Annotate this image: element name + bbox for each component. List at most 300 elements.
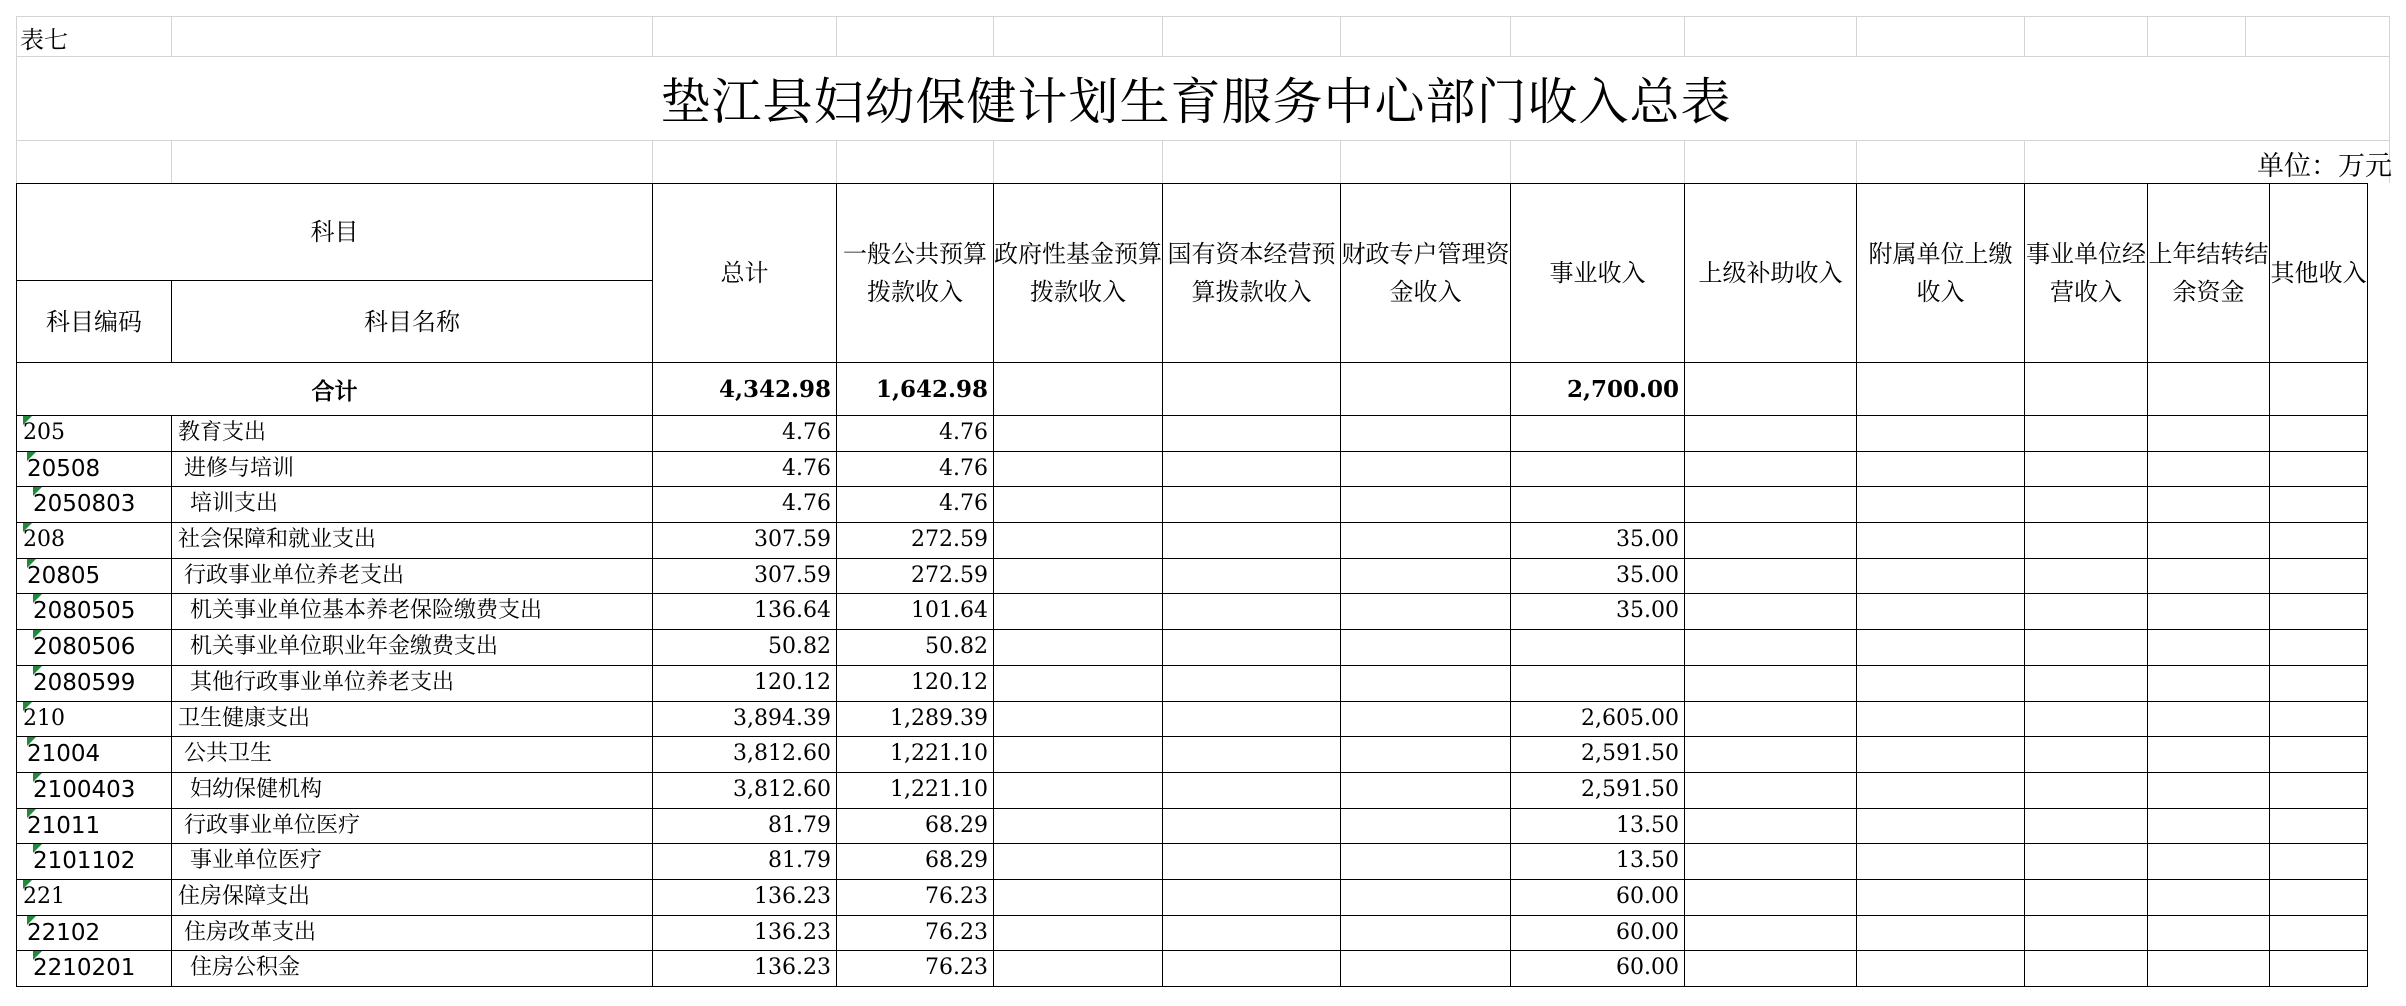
- row-name: [172, 772, 653, 808]
- header-carry-over: 上年结转结余资金: [2148, 184, 2270, 363]
- row-affiliated: [1857, 879, 2025, 915]
- row-upper-subsidy: [1685, 558, 1857, 594]
- row-state-capital: [1163, 558, 1341, 594]
- cell-marker-icon: [27, 809, 36, 818]
- row-general-budget-text: 68.29: [925, 812, 988, 838]
- row-fiscal-special: [1341, 844, 1511, 880]
- row-general-budget-text: 68.29: [925, 848, 988, 874]
- cell-marker-icon: [27, 737, 36, 746]
- header-total: 总计: [653, 184, 837, 363]
- row-gov-fund: [994, 630, 1163, 666]
- row-upper-subsidy: [1685, 951, 1857, 987]
- row-upper-subsidy: [1685, 915, 1857, 951]
- row-carry-over: [2148, 772, 2270, 808]
- row-general-budget: [837, 523, 994, 559]
- row-state-capital: [1163, 665, 1341, 701]
- row-operating: [2025, 451, 2148, 487]
- row-other: [2270, 416, 2368, 452]
- row-general-budget: [837, 487, 994, 523]
- row-code: [17, 737, 172, 773]
- row-operating: [2025, 487, 2148, 523]
- row-business-income: [1511, 630, 1685, 666]
- row-general-budget-text: 4.76: [939, 491, 988, 517]
- row-general-budget-text: 50.82: [925, 634, 988, 660]
- total-state-capital: [1163, 363, 1341, 416]
- total-business-income: 2,700.00: [1511, 363, 1685, 416]
- header-gov-fund: 政府性基金预算拨款收入: [994, 184, 1163, 363]
- table-row: [17, 915, 2406, 951]
- row-business-income: [1511, 808, 1685, 844]
- row-business-income: [1511, 594, 1685, 630]
- row-name-text: 事业单位医疗: [190, 848, 323, 874]
- row-state-capital: [1163, 701, 1341, 737]
- row-general-budget-text: 4.76: [939, 455, 988, 481]
- row-fiscal-special: [1341, 951, 1511, 987]
- header-affiliated: 附属单位上缴收入: [1857, 184, 2025, 363]
- row-gov-fund: [994, 879, 1163, 915]
- total-upper-subsidy: [1685, 363, 1857, 416]
- row-code-text: 20805: [27, 562, 101, 589]
- row-total: [653, 630, 837, 666]
- row-gov-fund: [994, 951, 1163, 987]
- table-row: [17, 772, 2406, 808]
- row-operating: [2025, 737, 2148, 773]
- row-name: [172, 951, 653, 987]
- header-operating: 事业单位经营收入: [2025, 184, 2148, 363]
- row-general-budget-text: 120.12: [911, 669, 988, 695]
- row-total: [653, 665, 837, 701]
- row-general-budget-text: 1,221.10: [890, 741, 988, 767]
- row-business-income: [1511, 523, 1685, 559]
- header-upper-subsidy: 上级补助收入: [1685, 184, 1857, 363]
- row-state-capital: [1163, 915, 1341, 951]
- row-upper-subsidy: [1685, 487, 1857, 523]
- row-business-income-text: 60.00: [1616, 919, 1679, 945]
- unit-label: 单位：万元: [2257, 151, 2392, 182]
- row-fiscal-special: [1341, 558, 1511, 594]
- row-state-capital: [1163, 879, 1341, 915]
- row-code-text: 21011: [27, 812, 101, 839]
- table-row: [17, 451, 2406, 487]
- row-other: [2270, 665, 2368, 701]
- row-total: [653, 772, 837, 808]
- table-row: [17, 879, 2406, 915]
- row-business-income: [1511, 951, 1685, 987]
- row-code-text: 2101102: [33, 848, 136, 875]
- row-code-text: 210: [23, 705, 65, 731]
- row-affiliated: [1857, 451, 2025, 487]
- row-gov-fund: [994, 523, 1163, 559]
- row-name-text: 行政事业单位养老支出: [184, 562, 405, 588]
- row-other: [2270, 487, 2368, 523]
- row-name-text: 机关事业单位职业年金缴费支出: [190, 634, 499, 660]
- row-operating: [2025, 772, 2148, 808]
- row-gov-fund: [994, 416, 1163, 452]
- row-total-text: 3,812.60: [733, 776, 831, 802]
- row-name: [172, 844, 653, 880]
- table-row: [17, 665, 2406, 701]
- row-state-capital: [1163, 416, 1341, 452]
- row-code: [17, 951, 172, 987]
- row-carry-over: [2148, 737, 2270, 773]
- row-name: [172, 416, 653, 452]
- row-total: [653, 737, 837, 773]
- row-fiscal-special: [1341, 594, 1511, 630]
- cell-marker-icon: [27, 452, 36, 461]
- row-business-income: [1511, 844, 1685, 880]
- row-total: [653, 808, 837, 844]
- row-code-text: 21004: [27, 741, 101, 768]
- row-general-budget: [837, 844, 994, 880]
- row-total: [653, 558, 837, 594]
- row-total-text: 81.79: [768, 812, 831, 838]
- row-upper-subsidy: [1685, 416, 1857, 452]
- cell-marker-icon: [33, 630, 42, 639]
- row-other: [2270, 915, 2368, 951]
- row-name-text: 进修与培训: [184, 455, 295, 481]
- row-fiscal-special: [1341, 416, 1511, 452]
- cell-marker-icon: [23, 880, 32, 889]
- row-total: [653, 416, 837, 452]
- page-title: 垫江县妇幼保健计划生育服务中心部门收入总表: [660, 73, 1732, 131]
- row-total-text: 120.12: [754, 669, 831, 695]
- row-upper-subsidy: [1685, 844, 1857, 880]
- row-business-income: [1511, 558, 1685, 594]
- row-general-budget-text: 76.23: [925, 955, 988, 981]
- row-name: [172, 487, 653, 523]
- row-name-text: 卫生健康支出: [178, 705, 311, 731]
- row-operating: [2025, 523, 2148, 559]
- row-name: [172, 558, 653, 594]
- row-business-income: [1511, 487, 1685, 523]
- row-total: [653, 451, 837, 487]
- table-row: [17, 951, 2406, 987]
- row-operating: [2025, 701, 2148, 737]
- cell-marker-icon: [23, 702, 32, 711]
- cell-marker-icon: [33, 773, 42, 782]
- row-fiscal-special: [1341, 630, 1511, 666]
- row-other: [2270, 808, 2368, 844]
- row-general-budget: [837, 772, 994, 808]
- row-general-budget-text: 272.59: [911, 527, 988, 553]
- row-name: [172, 737, 653, 773]
- cell-marker-icon: [33, 666, 42, 675]
- total-operating: [2025, 363, 2148, 416]
- row-affiliated: [1857, 951, 2025, 987]
- row-code-text: 205: [23, 420, 65, 445]
- row-code: [17, 844, 172, 880]
- row-upper-subsidy: [1685, 879, 1857, 915]
- cell-marker-icon: [33, 844, 42, 853]
- table-row: [17, 844, 2406, 880]
- row-code-text: 221: [23, 883, 65, 909]
- header-name: 科目名称: [172, 281, 653, 363]
- row-other: [2270, 844, 2368, 880]
- row-other: [2270, 701, 2368, 737]
- header-other: 其他收入: [2270, 184, 2368, 363]
- total-carry-over: [2148, 363, 2270, 416]
- row-general-budget: [837, 915, 994, 951]
- row-code: [17, 594, 172, 630]
- row-code: [17, 558, 172, 594]
- row-state-capital: [1163, 844, 1341, 880]
- row-business-income: [1511, 737, 1685, 773]
- row-general-budget: [837, 701, 994, 737]
- row-name: [172, 808, 653, 844]
- row-gov-fund: [994, 701, 1163, 737]
- row-gov-fund: [994, 737, 1163, 773]
- row-fiscal-special: [1341, 523, 1511, 559]
- row-total: [653, 523, 837, 559]
- row-business-income: [1511, 451, 1685, 487]
- row-operating: [2025, 558, 2148, 594]
- row-general-budget-text: 272.59: [911, 562, 988, 588]
- row-other: [2270, 558, 2368, 594]
- row-business-income: [1511, 879, 1685, 915]
- row-gov-fund: [994, 487, 1163, 523]
- row-business-income-text: 60.00: [1616, 955, 1679, 981]
- total-total: 4,342.98: [653, 363, 837, 416]
- row-code-text: 2080599: [33, 669, 136, 696]
- row-other: [2270, 737, 2368, 773]
- row-business-income-text: 35.00: [1616, 598, 1679, 624]
- row-carry-over: [2148, 630, 2270, 666]
- row-name-text: 其他行政事业单位养老支出: [190, 669, 455, 695]
- row-name: [172, 594, 653, 630]
- row-affiliated: [1857, 523, 2025, 559]
- row-business-income-text: 13.50: [1616, 848, 1679, 874]
- row-business-income-text: 2,591.50: [1581, 776, 1679, 802]
- row-total-text: 3,894.39: [733, 705, 831, 731]
- cell-marker-icon: [33, 951, 42, 960]
- table-row: [17, 594, 2406, 630]
- row-upper-subsidy: [1685, 630, 1857, 666]
- row-code-text: 2100403: [33, 776, 136, 803]
- row-general-budget: [837, 808, 994, 844]
- row-code: [17, 487, 172, 523]
- row-total-text: 136.64: [754, 598, 831, 624]
- row-other: [2270, 951, 2368, 987]
- row-state-capital: [1163, 808, 1341, 844]
- row-business-income: [1511, 915, 1685, 951]
- row-operating: [2025, 951, 2148, 987]
- row-gov-fund: [994, 665, 1163, 701]
- row-other: [2270, 879, 2368, 915]
- row-total-text: 4.76: [782, 455, 831, 481]
- row-upper-subsidy: [1685, 594, 1857, 630]
- table-row: [17, 701, 2406, 737]
- row-code: [17, 808, 172, 844]
- row-carry-over: [2148, 879, 2270, 915]
- row-carry-over: [2148, 487, 2270, 523]
- sheet-label: 表七: [20, 26, 68, 54]
- row-name: [172, 451, 653, 487]
- row-general-budget-text: 76.23: [925, 919, 988, 945]
- row-code: [17, 915, 172, 951]
- row-gov-fund: [994, 915, 1163, 951]
- row-business-income: [1511, 416, 1685, 452]
- row-name-text: 培训支出: [190, 491, 279, 517]
- row-operating: [2025, 915, 2148, 951]
- row-general-budget: [837, 879, 994, 915]
- header-business-income: 事业收入: [1511, 184, 1685, 363]
- row-total: [653, 951, 837, 987]
- cell-marker-icon: [33, 487, 42, 496]
- row-upper-subsidy: [1685, 451, 1857, 487]
- row-fiscal-special: [1341, 879, 1511, 915]
- row-total: [653, 879, 837, 915]
- row-state-capital: [1163, 737, 1341, 773]
- row-business-income-text: 35.00: [1616, 562, 1679, 588]
- row-general-budget-text: 1,289.39: [890, 705, 988, 731]
- row-affiliated: [1857, 844, 2025, 880]
- row-business-income: [1511, 772, 1685, 808]
- row-affiliated: [1857, 701, 2025, 737]
- row-name-text: 公共卫生: [184, 741, 273, 767]
- row-affiliated: [1857, 416, 2025, 452]
- row-general-budget: [837, 951, 994, 987]
- row-total-text: 136.23: [754, 955, 831, 981]
- row-business-income-text: 2,605.00: [1581, 705, 1679, 731]
- row-total-text: 136.23: [754, 883, 831, 909]
- row-affiliated: [1857, 808, 2025, 844]
- row-carry-over: [2148, 416, 2270, 452]
- row-other: [2270, 451, 2368, 487]
- row-fiscal-special: [1341, 915, 1511, 951]
- income-table: [16, 183, 2406, 987]
- row-total: [653, 915, 837, 951]
- row-fiscal-special: [1341, 808, 1511, 844]
- header-general-budget: 一般公共预算拨款收入: [837, 184, 994, 363]
- row-code-text: 208: [23, 527, 65, 553]
- row-total-text: 81.79: [768, 848, 831, 874]
- row-operating: [2025, 594, 2148, 630]
- row-code: [17, 451, 172, 487]
- row-business-income: [1511, 665, 1685, 701]
- row-carry-over: [2148, 844, 2270, 880]
- row-code: [17, 879, 172, 915]
- row-upper-subsidy: [1685, 808, 1857, 844]
- table-row: [17, 487, 2406, 523]
- row-upper-subsidy: [1685, 665, 1857, 701]
- table-row: [17, 416, 2406, 452]
- table-row: [17, 808, 2406, 844]
- header-state-capital: 国有资本经营预算拨款收入: [1163, 184, 1341, 363]
- row-general-budget: [837, 451, 994, 487]
- total-label: 合计: [17, 363, 653, 416]
- row-total-text: 4.76: [782, 491, 831, 517]
- row-fiscal-special: [1341, 772, 1511, 808]
- row-total-text: 307.59: [754, 562, 831, 588]
- row-gov-fund: [994, 844, 1163, 880]
- row-total-text: 136.23: [754, 919, 831, 945]
- row-total: [653, 594, 837, 630]
- row-carry-over: [2148, 951, 2270, 987]
- row-operating: [2025, 630, 2148, 666]
- total-gov-fund: [994, 363, 1163, 416]
- cell-marker-icon: [23, 523, 32, 532]
- table-row: [17, 558, 2406, 594]
- row-total: [653, 487, 837, 523]
- row-other: [2270, 630, 2368, 666]
- row-code-text: 2080505: [33, 598, 136, 625]
- row-total-text: 307.59: [754, 527, 831, 553]
- header-subject: 科目: [17, 184, 653, 281]
- table-body: [17, 416, 2406, 987]
- row-code-text: 2210201: [33, 955, 136, 982]
- row-total: [653, 701, 837, 737]
- row-fiscal-special: [1341, 451, 1511, 487]
- row-operating: [2025, 808, 2148, 844]
- row-name: [172, 879, 653, 915]
- row-carry-over: [2148, 665, 2270, 701]
- row-gov-fund: [994, 772, 1163, 808]
- row-affiliated: [1857, 594, 2025, 630]
- row-carry-over: [2148, 523, 2270, 559]
- row-fiscal-special: [1341, 665, 1511, 701]
- row-fiscal-special: [1341, 737, 1511, 773]
- total-row: [17, 363, 2406, 416]
- row-code-text: 2080506: [33, 634, 136, 661]
- row-total-text: 3,812.60: [733, 741, 831, 767]
- row-name: [172, 523, 653, 559]
- row-operating: [2025, 844, 2148, 880]
- header-fiscal-special: 财政专户管理资金收入: [1341, 184, 1511, 363]
- row-carry-over: [2148, 915, 2270, 951]
- row-business-income: [1511, 701, 1685, 737]
- row-general-budget-text: 101.64: [911, 598, 988, 624]
- row-name-text: 住房公积金: [190, 955, 301, 981]
- row-upper-subsidy: [1685, 701, 1857, 737]
- row-name-text: 妇幼保健机构: [190, 776, 323, 802]
- row-code: [17, 630, 172, 666]
- row-name: [172, 701, 653, 737]
- row-code: [17, 772, 172, 808]
- row-state-capital: [1163, 451, 1341, 487]
- row-state-capital: [1163, 951, 1341, 987]
- row-carry-over: [2148, 701, 2270, 737]
- row-general-budget: [837, 665, 994, 701]
- row-gov-fund: [994, 808, 1163, 844]
- row-business-income-text: 35.00: [1616, 527, 1679, 553]
- row-affiliated: [1857, 772, 2025, 808]
- row-business-income-text: 2,591.50: [1581, 741, 1679, 767]
- total-general-budget: 1,642.98: [837, 363, 994, 416]
- row-gov-fund: [994, 558, 1163, 594]
- row-state-capital: [1163, 630, 1341, 666]
- row-name: [172, 915, 653, 951]
- row-general-budget: [837, 737, 994, 773]
- row-gov-fund: [994, 451, 1163, 487]
- header-code: 科目编码: [17, 281, 172, 363]
- row-carry-over: [2148, 594, 2270, 630]
- cell-marker-icon: [33, 594, 42, 603]
- row-affiliated: [1857, 665, 2025, 701]
- row-affiliated: [1857, 737, 2025, 773]
- row-code-text: 2050803: [33, 491, 136, 518]
- row-name-text: 机关事业单位基本养老保险缴费支出: [190, 598, 543, 624]
- row-general-budget-text: 1,221.10: [890, 776, 988, 802]
- row-gov-fund: [994, 594, 1163, 630]
- row-code-text: 22102: [27, 919, 101, 946]
- row-general-budget: [837, 558, 994, 594]
- row-state-capital: [1163, 487, 1341, 523]
- row-total-text: 50.82: [768, 634, 831, 660]
- total-other: [2270, 363, 2368, 416]
- row-name-text: 社会保障和就业支出: [178, 527, 377, 553]
- row-total: [653, 844, 837, 880]
- row-code: [17, 523, 172, 559]
